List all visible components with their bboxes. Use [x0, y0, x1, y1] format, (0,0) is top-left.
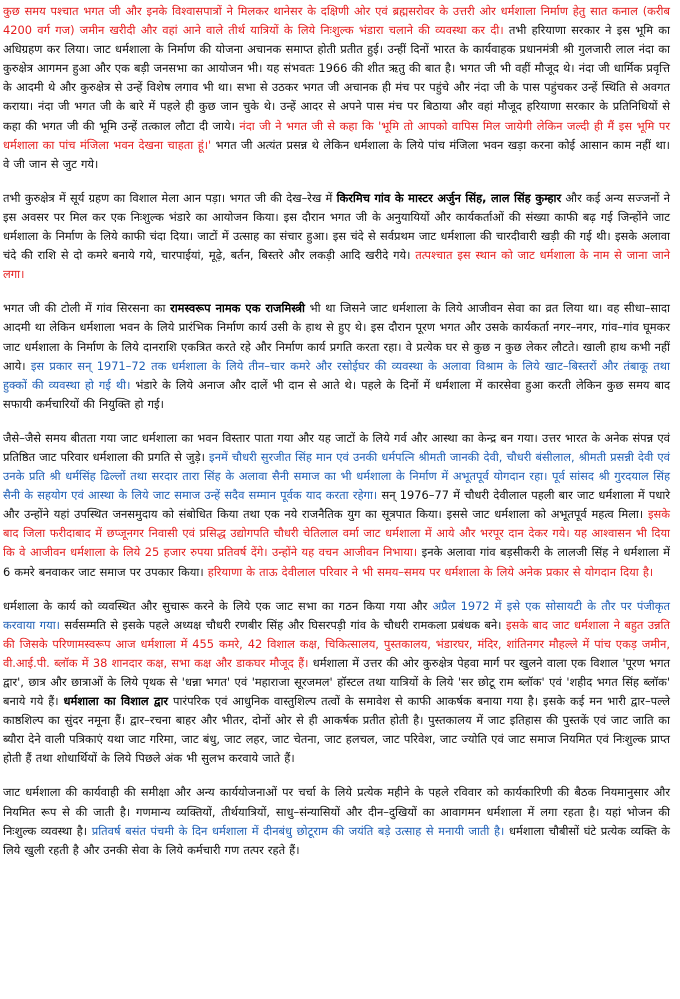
text-run: धर्मशाला में उत्तर की ओर कुरुक्षेत्र पेहवा मार्ग पर खुलने वाला एक विशाल 'पूरण भगत द्वार', छात्र और छात्राओं के लिये पृथक से 'धन्ना भगत' एवं 'महाराजा सूरजमल' हॉस्टल तथा यात्रियों के लिये 'सर छोटू राम ब्लॉक' एवं 'शहीद भगत सिंह ब्लॉक' बनाये गये हैं। — [3, 655, 671, 709]
text-run: तभी कुरुक्षेत्र में सूर्य ग्रहण का विशाल मेला आन पड़ा। भगत जी की देख–रेख में — [3, 190, 337, 205]
text-run: नंदा जी ने भगत जी से कहा कि 'भूमि तो आपको वापिस मिल जायेगी लेकिन जल्दी ही मैं इस भूमि पर धर्मशाला का पांच मंजिला भवन देखना चाहता हूं।' — [3, 118, 671, 152]
paragraph-ramswaroop-mason — [3, 299, 670, 414]
text-run: जैसे–जैसे समय बीतता गया जाट धर्मशाला का भवन विस्तार पाता गया और यह जाटों के लिये गर्व और आस्था का केन्द्र बन गया। उत्तर भारत के अनेक संपन्न एवं प्रतिष्ठित जाट परिवार धर्मशाला की प्रगति से जुड़े। — [3, 430, 670, 464]
text-run: पारंपरिक एवं आधुनिक वास्तुशिल्प तत्वों के समावेश से काफी आकर्षक बनाया गया है। इसके कई मन भारी द्वार–पल्ले काष्ठशिल्प का सुंदर नमूना हैं। द्वार–रचना बाहर और भीतर, दोनों ओर से ही आकर्षक प्रतीत होती है। पुस्तकालय में जाट इतिहास की पुस्तकें एवं जाट जाति का ब्यौरा देने वाली पत्रिकाएं यथा जाट गरिमा, जाट बंधु, जाट लहर, जाट चेतना, जाट हलचल, जाट परिवेश, जाट ज्योति एवं जाट समाज नियमित एवं निःशुल्क प्राप्त होती हैं तथा शोधार्थियों के लिये पिछले अंक भी सुलभ करवाये जाते हैं। — [3, 694, 670, 766]
text-run: तभी हरियाणा सरकार ने इस भूमि का अधिग्रहण कर लिया। जाट धर्मशाला के निर्माण की योजना अचानक समाप्त होती प्रतीत हुई। उन्हीं दिनों भारत के कार्यवाहक प्रधानमंत्री श्री गुलजारी लाल नंदा का कुरुक्षेत्र आगमन हुआ और एक बड़ी जनसभा का आयोजन भी। यह संभवतः 1966 की शीत ऋतु की बात है। भगत जी भी वहीं मौजूद थे। नंदा जी धार्मिक प्रवृत्ति के आदमी थे और कुरुक्षेत्र से उन्हें विशेष लगाव भी था। सभा से उठकर भगत जी अचानक ही मंच पर पहुंचे और नंदा जी के पास पहुंचकर उन्हें स्थिति से अवगत कराया। नंदा जी भगत जी के बारे में पहले ही कुछ जान चुके थे। उन्हें आदर से अपने पास मंच पर बिठाया और वहां मौजूद हरियाणा सरकार के प्रतिनिधियों से कहा की भगत जी की भूमि उन्हें तत्काल लौटा दी जाये। — [3, 23, 670, 133]
text-run: सर्वसम्मति से इसके पहले अध्यक्ष चौधरी रणबीर सिंह और घिसरपड़ी गांव के चौधरी रामकला प्रबंधक बने। — [59, 617, 506, 632]
text-run: किरमिच गांव के मास्टर अर्जुन सिंह, लाल सिंह कुम्हार — [336, 190, 562, 205]
text-run: धर्मशाला के कार्य को व्यवस्थित और सुचारू करने के लिये एक जाट सभा का गठन किया गया और — [3, 598, 433, 613]
text-run: इसके बाद जाट धर्मशाला ने बहुत उन्नति की जिसके परिणामस्वरूप आज धर्मशाला में 455 कमरे, 42 विशाल कक्ष, चिकित्सालय, पुस्तकालय, भंडारघर, मंदिर, शांतिनगर मौहल्ले में पांच एकड़ जमीन, वी.आई.पी. ब्लॉक में 38 शानदार कक्ष, सभा कक्ष और डाकघर मौजूद हैं। — [3, 617, 670, 670]
text-run: इनमें चौधरी सुरजीत सिंह मान एवं उनकी धर्मपत्नि श्रीमती जानकी देवी, चौधरी बंसीलाल, श्रीमती प्रसन्नी देवी एवं उनके प्रति श्री धर्मसिंह ढिल्लों तथा सरदार तारा सिंह के अलावा सैनी समाज का भी धर्मशाला के निर्माण में अभूतपूर्व योगदान रहा। पूर्व सांसद श्री गुरदयाल सिंह सैनी के सहयोग एवं आस्था के लिये जाट समाज उन्हें सदैव सम्मान पूर्वक याद करता रहेगा। — [3, 449, 670, 503]
text-run: इस प्रकार सन् 1971–72 तक धर्मशाला के लिये तीन–चार कमरे और रसोईघर की व्यवस्था के अलावा विश्राम के लिये खाट–बिस्तरों और तंबाकू तथा हुक्कों की व्यवस्था हो गई थी। — [3, 358, 670, 392]
text-run: रामस्वरूप नामक एक राजमिस्त्री — [170, 301, 305, 316]
text-run: भगत जी अत्यंत प्रसन्न थे लेकिन धर्मशाला के लिये पांच मंजिला भवन खड़ा करना कोई आसान काम नहीं था। वे जी जान से जुट गये। — [3, 137, 670, 171]
text-run: और कई अन्य सज्जनों ने इस अवसर पर मिल कर एक निःशुल्क भंडारे का आयोजन किया। इस दौरान भगत जी के अनुयायियों और कार्यकर्ताओं की संख्या काफी बढ़ गई जिन्होंने जाट धर्मशाला के निर्माण के लिये काफी चंदा दिया। जाटों में उत्साह का संचार हुआ। इस चंदे से सर्वप्रथम जाट धर्मशाला की चारदीवारी खड़ी की गई थी। इसके अलावा चंदे की राशि से दो कमरे बनाये गये, चारपाईयां, मूढ़े, बर्तन, बिस्तरे और लकड़ी आदि खरीदे गये। — [3, 190, 670, 263]
text-run: प्रतिवर्ष बसंत पंचमी के दिन धर्मशाला में दीनबंधु छोटूराम की जयंति बड़े उत्साह से मनायी जाती है। — [91, 823, 505, 838]
text-run: सन् 1976–77 में चौधरी देवीलाल पहली बार जाट धर्मशाला में पधारे और उन्होंने यहां उपस्थित जनसमुदाय को संबोधित किया तथा एक नये राजनैतिक युग का सूत्रपात किया। इससे जाट धर्मशाला को अभूतपूर्व महत्व मिला। — [3, 488, 670, 522]
paragraph-expansion-donors — [3, 429, 670, 582]
paragraph-society-facilities — [3, 597, 670, 769]
text-run: धर्मशाला चौबीसों घंटे प्रत्येक व्यक्ति के लिये खुली रहती है और उनकी सेवा के लिये कर्मचारी गण तत्पर रहते हैं। — [3, 823, 671, 857]
text-run: भी था जिसने जाट धर्मशाला के लिये आजीवन सेवा का व्रत लिया था। वह सीधा–सादा आदमी था लेकिन धर्मशाला भवन के लिये प्रारंभिक निर्माण कार्य उसी के हाथ से हुए थे। इस दौरान पूरण भगत और उसके कार्यकर्ता नगर–नगर, गांव–गांव घूमकर जाट धर्मशाला के निर्माण के लिये दानराशि एकत्रित करते रहे और निर्माण कार्य प्रगति करता रहा। वे प्रत्येक घर से कुछ न कुछ लेकर लौटते। खाली हाथ कभी नहीं आये। — [3, 301, 670, 373]
paragraph-executive-meetings — [3, 783, 670, 859]
paragraph-land-purchase — [3, 2, 670, 174]
text-run: तत्पश्चात इस स्थान को जाट धर्मशाला के नाम से जाना जाने लगा। — [3, 248, 670, 282]
text-run: जाट धर्मशाला की कार्यवाही की समीक्षा और अन्य कार्ययोजनाओं पर चर्चा के लिये प्रत्येक महीने के पहले रविवार को कार्यकारिणी की बैठक नियमानुसार और नियमित रूप से की जाती है। गणमान्य व्यक्तियों, तीर्थयात्रियों, साधु–संन्यासियों और दीन–दुखियों का आवागमन धर्मशाला में लगा रहता है। यहां भोजन की निःशुल्क व्यवस्था है। — [3, 785, 670, 838]
text-run: भंडारे के लिये अनाज और दालें भी दान से आते थे। पहले के दिनों में धर्मशाला में कारसेवा हुआ करती लेकिन कुछ समय बाद सफायी कर्मचारियों की नियुक्ति हो गई। — [3, 377, 670, 411]
text-run: इसके बाद जिला फरीदाबाद में छप्जूनगर निवासी एवं प्रसिद्ध उद्योगपति चौधरी चेतिलाल वर्मा जाट धर्मशाला में आये और भरपूर दान देकर गये। यह आश्वासन भी दिया कि वे आजीवन धर्मशाला के लिये 25 हजार रुपया प्रतिवर्ष देंगे। उन्होंने यह वचन आजीवन निभाया। — [3, 507, 670, 560]
text-run: अप्रैल 1972 में इसे एक सोसायटी के तौर पर पंजीकृत करवाया गया। — [3, 598, 670, 632]
text-run: हरियाणा के ताऊ देवीलाल परिवार ने भी समय–समय पर धर्मशाला के लिये अनेक प्रकार से योगदान दिया है। — [207, 564, 654, 579]
text-run: इनके अलावा गांव बड़सीकरी के लालजी सिंह ने धर्मशाला में 6 कमरे बनवाकर जाट समाज पर उपकार किया। — [3, 545, 670, 579]
paragraph-solar-eclipse-fair — [3, 189, 670, 284]
text-run: भगत जी की टोली में गांव सिरसना का — [3, 301, 171, 316]
text-run: धर्मशाला का विशाल द्वार — [63, 694, 169, 709]
text-run: कुछ समय पश्चात भगत जी और इनके विश्वासपात्रों ने मिलकर थानेसर के दक्षिणी ओर एवं ब्रह्मसरोवर के उत्तरी ओर धर्मशाला निर्माण हेतु सात कनाल (करीब 4200 वर्ग गज) जमीन खरीदी और वहां आने वाले तीर्थ यात्रियों के लिये निःशुल्क भंडारा चलाने की व्यवस्था कर दी। — [3, 4, 670, 38]
